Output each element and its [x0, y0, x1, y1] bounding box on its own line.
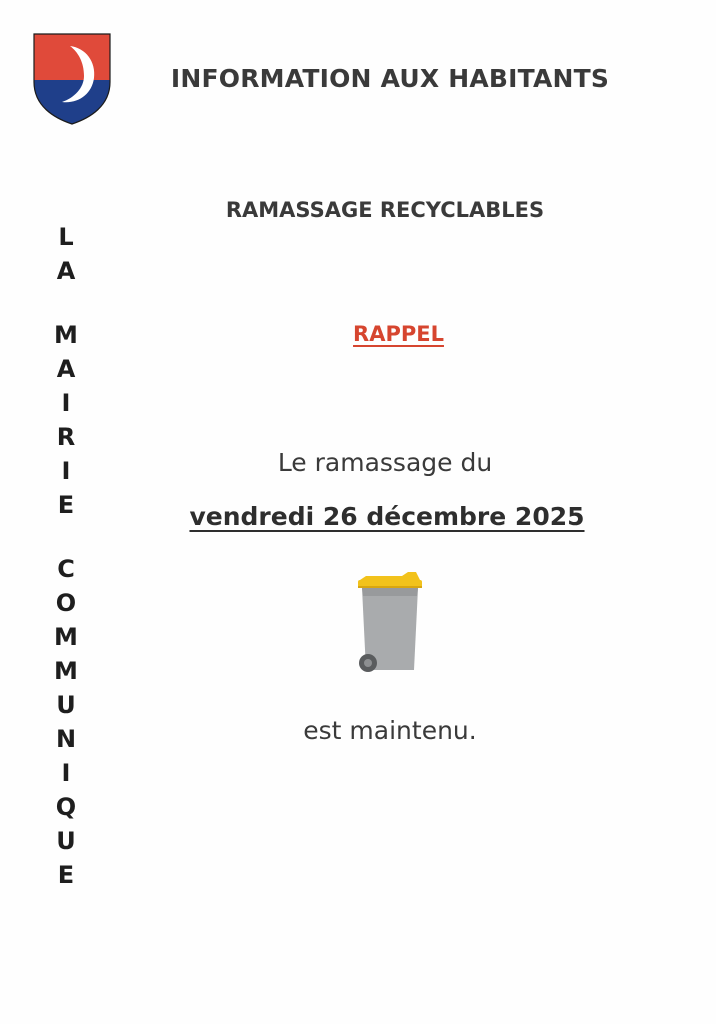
notice-line-2: est maintenu. [303, 716, 477, 745]
vertical-letter: A [56, 257, 76, 285]
vertical-letter: M [54, 623, 78, 651]
vertical-letter: Q [55, 793, 77, 821]
notice-subtitle: RAMASSAGE RECYCLABLES [225, 198, 545, 222]
vertical-letter: R [56, 423, 76, 451]
vertical-letter: U [56, 827, 76, 855]
notice-line-1: Le ramassage du [277, 448, 493, 477]
reminder-label: RAPPEL [353, 322, 444, 346]
page-title: INFORMATION AUX HABITANTS [170, 64, 610, 93]
vertical-letter: E [57, 861, 75, 889]
vertical-letter: N [55, 725, 77, 753]
vertical-letter: I [61, 457, 71, 485]
vertical-letter: O [55, 589, 77, 617]
vertical-letter: A [56, 355, 76, 383]
vertical-letter: L [58, 223, 74, 251]
town-crest-icon [32, 32, 112, 126]
vertical-letter: E [57, 491, 75, 519]
vertical-letter: M [54, 321, 78, 349]
recycling-bin-icon [352, 570, 428, 676]
vertical-letter: I [61, 759, 71, 787]
vertical-letter: U [56, 691, 76, 719]
vertical-heading [46, 220, 86, 892]
vertical-letter: C [57, 555, 75, 583]
vertical-letter: I [61, 389, 71, 417]
vertical-letter: M [54, 657, 78, 685]
collection-date: vendredi 26 décembre 2025 [189, 502, 585, 531]
